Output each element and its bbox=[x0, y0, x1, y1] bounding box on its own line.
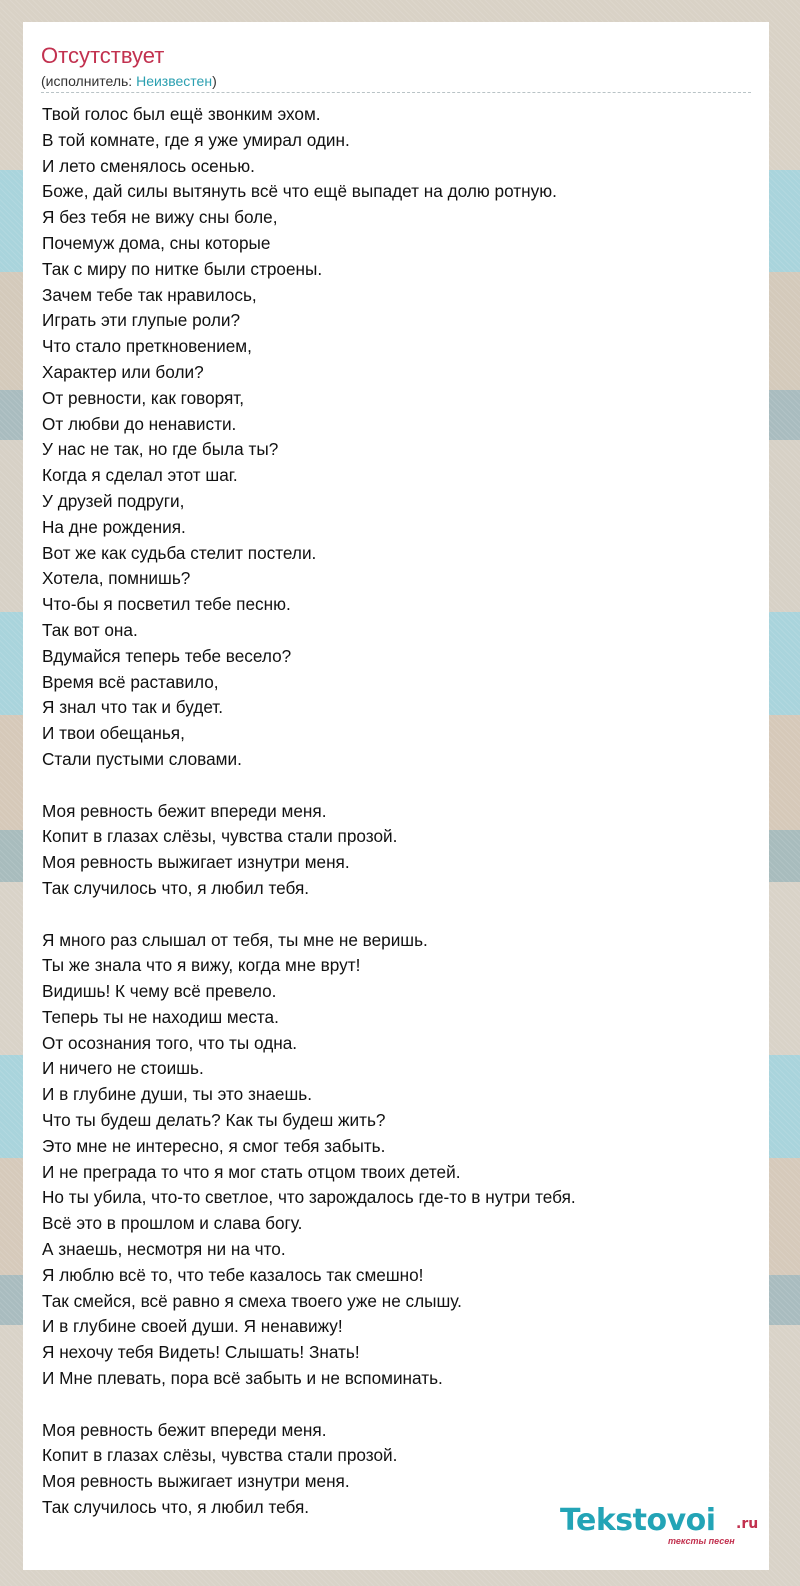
lyric-line: Копит в глазах слёзы, чувства стали прозой. bbox=[42, 1445, 398, 1466]
performer-link[interactable]: Неизвестен bbox=[136, 73, 213, 89]
lyric-line: И ничего не стоишь. bbox=[42, 1058, 204, 1079]
lyric-line: И лето сменялось осенью. bbox=[42, 155, 255, 176]
lyric-line: Так случилось что, я любил тебя. bbox=[42, 877, 310, 898]
lyric-line: Моя ревность бежит впереди меня. bbox=[42, 1419, 327, 1440]
lyric-line: Теперь ты не находиш места. bbox=[42, 1006, 279, 1027]
lyric-line: Копит в глазах слёзы, чувства стали прозой. bbox=[42, 826, 398, 847]
lyric-line: Моя ревность выжигает изнутри меня. bbox=[42, 1471, 350, 1492]
lyric-line: Так случилось что, я любил тебя. bbox=[42, 1497, 310, 1518]
site-logo[interactable] bbox=[560, 1503, 770, 1549]
lyric-line: Вот же как судьба стелит постели. bbox=[42, 542, 317, 563]
lyric-line: Вдумайся теперь тебе весело? bbox=[42, 645, 292, 666]
lyric-line: Я знал что так и будет. bbox=[42, 697, 224, 718]
lyric-line: Это мне не интересно, я смог тебя забыть. bbox=[42, 1135, 386, 1156]
lyric-line: От осознания того, что ты одна. bbox=[42, 1032, 298, 1053]
lyric-line: Я без тебя не вижу сны боле, bbox=[42, 207, 278, 228]
lyric-line: Так с миру по нитке были строены. bbox=[42, 258, 323, 279]
lyric-line: Время всё раставило, bbox=[42, 671, 219, 692]
lyric-line: Боже, дай силы вытянуть всё что ещё выпадет на долю ротную. bbox=[42, 181, 557, 202]
lyric-line: Моя ревность выжигает изнутри меня. bbox=[42, 852, 350, 873]
lyric-line: И не преграда то что я мог стать отцом твоих детей. bbox=[42, 1161, 461, 1182]
logo-tld: .ru bbox=[736, 1516, 759, 1532]
lyric-line: И твои обещанья, bbox=[42, 723, 185, 744]
song-title: Отсутствует bbox=[41, 43, 165, 68]
lyric-line: Всё это в прошлом и слава богу. bbox=[42, 1213, 303, 1234]
lyric-line: Моя ревность бежит впереди меня. bbox=[42, 800, 327, 821]
logo-name: Tekstovoi bbox=[560, 1503, 716, 1538]
lyric-line: Но ты убила, что-то светлое, что зарождалось где-то в нутри тебя. bbox=[42, 1187, 576, 1208]
lyrics-text bbox=[42, 102, 754, 1547]
lyric-line: Я нехочу тебя Видеть! Слышать! Знать! bbox=[42, 1342, 360, 1363]
lyric-line: От любви до ненависти. bbox=[42, 413, 237, 434]
lyric-line: От ревности, как говорят, bbox=[42, 387, 245, 408]
lyric-line: И в глубине своей души. Я ненавижу! bbox=[42, 1316, 343, 1337]
lyric-line: Так вот она. bbox=[42, 619, 138, 640]
lyric-line: У нас не так, но где была ты? bbox=[42, 439, 279, 460]
lyric-line: Так смейся, всё равно я смеха твоего уже не слышу. bbox=[42, 1290, 462, 1311]
lyric-line: Характер или боли? bbox=[42, 361, 204, 382]
lyric-line: Что ты будеш делать? Как ты будеш жить? bbox=[42, 1110, 386, 1131]
lyric-line: Ты же знала что я вижу, когда мне врут! bbox=[42, 955, 361, 976]
lyric-line: Хотела, помнишь? bbox=[42, 568, 191, 589]
stanza bbox=[42, 102, 754, 773]
lyric-line: В той комнате, где я уже умирал один. bbox=[42, 129, 350, 150]
lyric-line: Видишь! К чему всё превело. bbox=[42, 981, 277, 1002]
lyric-line: Зачем тебе так нравилось, bbox=[42, 284, 257, 305]
lyric-line: Когда я сделал этот шаг. bbox=[42, 465, 238, 486]
lyric-line: А знаешь, несмотря ни на что. bbox=[42, 1239, 286, 1260]
performer-suffix: ) bbox=[212, 73, 217, 89]
lyric-line: Я много раз слышал от тебя, ты мне не веришь. bbox=[42, 929, 428, 950]
header-divider bbox=[41, 92, 751, 93]
lyric-line: На дне рождения. bbox=[42, 516, 186, 537]
lyric-line: Играть эти глупые роли? bbox=[42, 310, 241, 331]
lyric-line: Что стало преткновением, bbox=[42, 336, 252, 357]
lyric-line: Почемуж дома, сны которые bbox=[42, 232, 271, 253]
performer-line bbox=[41, 72, 217, 90]
lyric-line: И Мне плевать, пора всё забыть и не вспоминать. bbox=[42, 1368, 443, 1389]
lyric-line: Я люблю всё то, что тебе казалось так смешно! bbox=[42, 1264, 424, 1285]
lyric-line: Что-бы я посветил тебе песню. bbox=[42, 594, 291, 615]
stanza bbox=[42, 928, 754, 1392]
logo-tagline: тексты песен bbox=[668, 1536, 735, 1546]
stanza bbox=[42, 799, 754, 902]
lyric-line: Стали пустыми словами. bbox=[42, 748, 242, 769]
lyric-line: У друзей подруги, bbox=[42, 490, 185, 511]
lyric-line: И в глубине души, ты это знаешь. bbox=[42, 1084, 312, 1105]
lyrics-card bbox=[23, 22, 769, 1570]
lyric-line: Твой голос был ещё звонким эхом. bbox=[42, 104, 321, 124]
performer-prefix: (исполнитель: bbox=[41, 73, 137, 89]
